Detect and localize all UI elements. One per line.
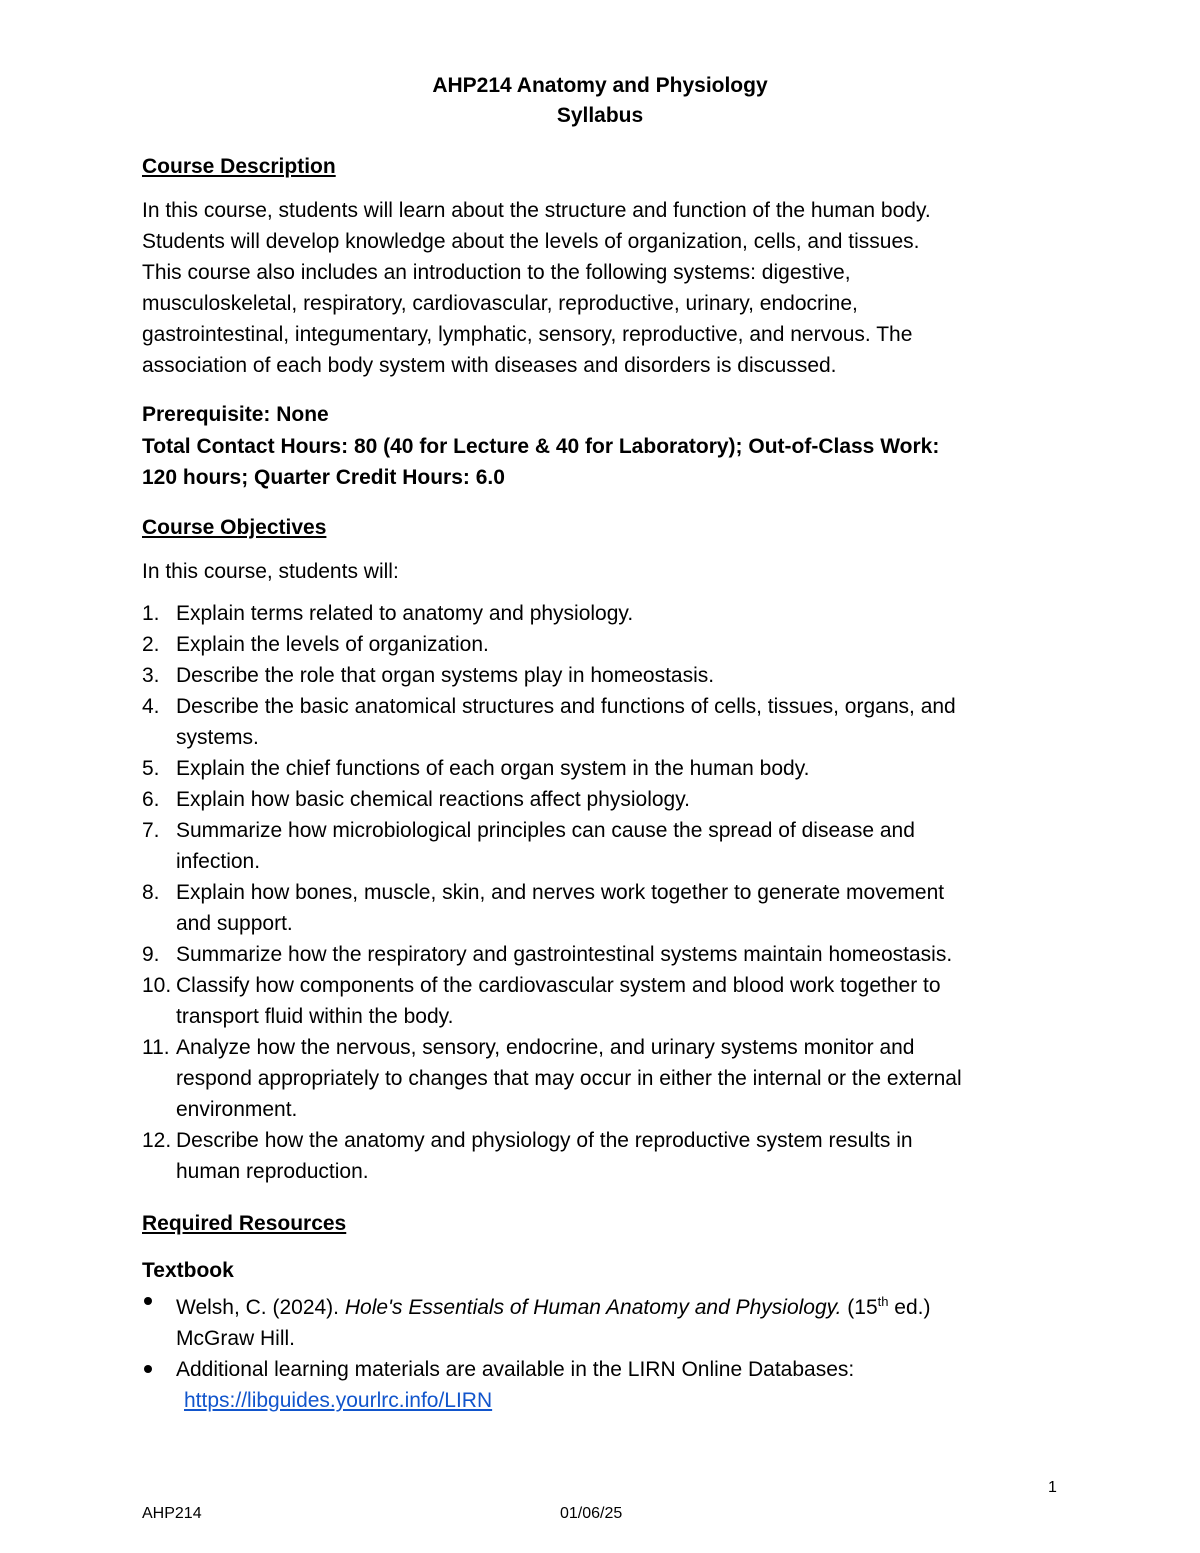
objective-item xyxy=(142,753,1082,784)
objective-text: Explain the levels of organization. xyxy=(176,633,489,656)
objective-number: 7. xyxy=(142,819,160,842)
required-resources-heading: Required Resources xyxy=(142,1212,347,1235)
resources-list xyxy=(142,1286,1082,1416)
objective-item xyxy=(142,939,1082,970)
objective-number: 11. xyxy=(142,1036,170,1059)
objective-text: Explain terms related to anatomy and physiology. xyxy=(176,602,634,625)
objective-number: 8. xyxy=(142,881,160,904)
course-objectives-intro: In this course, students will: xyxy=(142,560,399,583)
document-title: AHP214 Anatomy and Physiology xyxy=(432,74,768,97)
textbook-heading: Textbook xyxy=(142,1259,234,1282)
objective-number: 9. xyxy=(142,943,160,966)
course-description-text: In this course, students will learn about the structure and function of the human body. Students will develop knowledge about the levels of organization, cells, and tissues. This course also includes an introduction to the following systems: digestive, musculoskeletal, respiratory, cardiovascular, reproductive, urinary, endocrine, gastrointestinal, integumentary, lymphatic, sensory, reproductive, and nervous. The association of each body system with diseases and disorders is discussed. xyxy=(142,199,931,377)
bullet-icon xyxy=(144,1365,152,1373)
objective-item xyxy=(142,629,1082,660)
objective-item xyxy=(142,784,1082,815)
footer-course-code: AHP214 xyxy=(142,1505,202,1522)
objective-text: Explain how basic chemical reactions affect physiology. xyxy=(176,788,690,811)
objective-item xyxy=(142,598,1082,629)
objective-item xyxy=(142,877,1082,939)
page-number: 1 xyxy=(1048,1479,1057,1496)
footer-date: 01/06/25 xyxy=(560,1505,623,1522)
contact-hours: Total Contact Hours: 80 (40 for Lecture & 40 for Laboratory); Out-of-Class Work: 120 hours; Quarter Credit Hours: 6.0 xyxy=(142,435,940,489)
objective-item xyxy=(142,660,1082,691)
objective-item xyxy=(142,970,1082,1032)
bullet-icon xyxy=(144,1297,152,1305)
objective-number: 1. xyxy=(142,602,160,625)
lirn-link[interactable]: https://libguides.yourlrc.info/LIRN xyxy=(184,1389,493,1412)
objective-text: Explain the chief functions of each organ system in the human body. xyxy=(176,757,810,780)
objective-text: Describe the basic anatomical structures and functions of cells, tissues, organs, and systems. xyxy=(176,695,956,749)
objectives-list xyxy=(142,598,1082,1187)
prerequisite: Prerequisite: None xyxy=(142,403,329,426)
textbook-publisher: McGraw Hill. xyxy=(176,1327,295,1350)
course-objectives-heading: Course Objectives xyxy=(142,516,327,539)
textbook-author: Welsh, C. (2024). xyxy=(176,1296,345,1319)
textbook-edition: (15 xyxy=(841,1296,878,1319)
document-subtitle: Syllabus xyxy=(556,104,644,127)
objective-number: 10. xyxy=(142,974,172,997)
textbook-title: Hole's Essentials of Human Anatomy and Physiology. xyxy=(344,1296,842,1319)
list-item xyxy=(142,1286,1082,1354)
objective-number: 4. xyxy=(142,695,160,718)
objective-number: 3. xyxy=(142,664,160,687)
objective-text: Describe how the anatomy and physiology of the reproductive system results in human reproduction. xyxy=(176,1129,913,1183)
objective-text: Summarize how the respiratory and gastrointestinal systems maintain homeostasis. xyxy=(176,943,953,966)
objective-text: Classify how components of the cardiovascular system and blood work together to transport fluid within the body. xyxy=(176,974,941,1028)
objective-item xyxy=(142,815,1082,877)
objective-item xyxy=(142,691,1082,753)
textbook-edition-end: ed.) xyxy=(888,1296,931,1319)
objective-item xyxy=(142,1032,1082,1125)
objective-item xyxy=(142,1125,1082,1187)
objective-text: Describe the role that organ systems play in homeostasis. xyxy=(176,664,715,687)
objective-number: 12. xyxy=(142,1129,172,1152)
objective-number: 2. xyxy=(142,633,160,656)
lirn-text: Additional learning materials are available in the LIRN Online Databases: xyxy=(176,1358,855,1381)
objective-number: 6. xyxy=(142,788,160,811)
course-description-heading: Course Description xyxy=(142,155,336,178)
objective-text: Explain how bones, muscle, skin, and nerves work together to generate movement and support. xyxy=(176,881,945,935)
objective-number: 5. xyxy=(142,757,160,780)
objective-text: Analyze how the nervous, sensory, endocrine, and urinary systems monitor and respond appropriately to changes that may occur in either the internal or the external environment. xyxy=(176,1036,962,1121)
objective-text: Summarize how microbiological principles can cause the spread of disease and infection. xyxy=(176,819,915,873)
textbook-edition-sup: th xyxy=(877,1294,889,1309)
list-item xyxy=(142,1354,1082,1416)
